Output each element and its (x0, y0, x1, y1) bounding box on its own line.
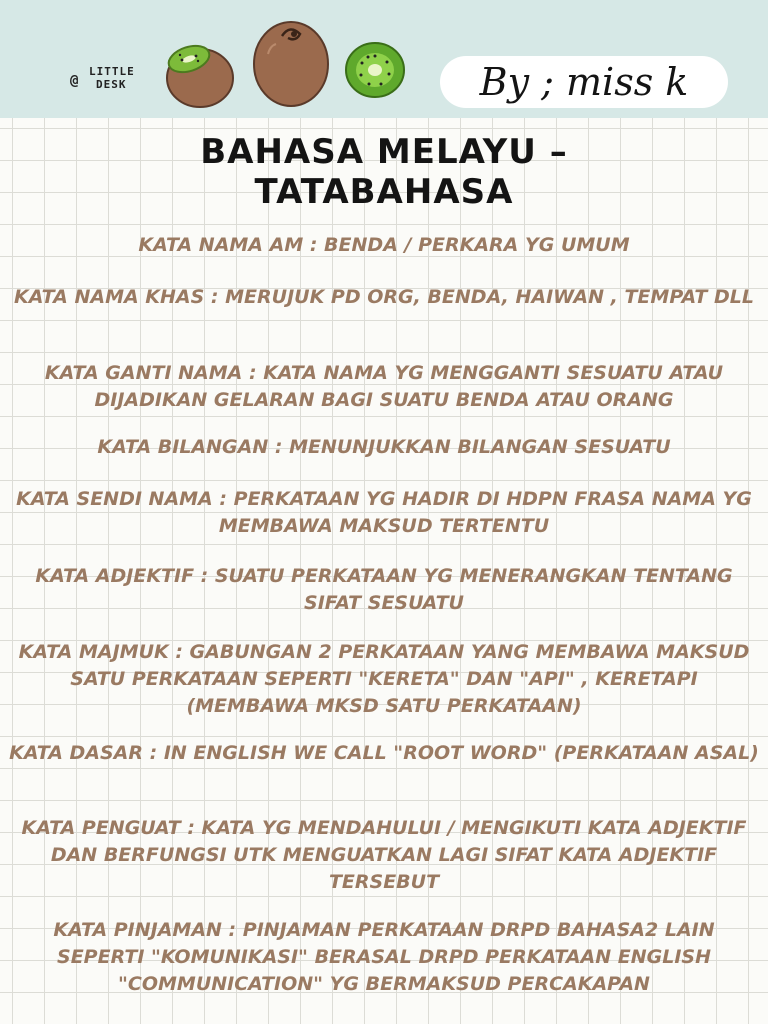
definition-item: KATA NAMA AM : BENDA / PERKARA YG UMUM (138, 234, 630, 256)
definition-item: KATA NAMA KHAS : MERUJUK PD ORG, BENDA, HAIWAN , TEMPAT DLL (14, 286, 754, 308)
definition-item: KATA PENGUAT : KATA YG MENDAHULUI / MENGIKUTI KATA ADJEKTIF DAN BERFUNGSI UTK MENGUATKAN LAGI SIFAT KATA ADJEKTIF TERSEBUT (21, 817, 747, 893)
brand-line-2: DESK (96, 78, 127, 91)
definition-item: KATA BILANGAN : MENUNJUKKAN BILANGAN SESUATU (97, 436, 671, 458)
title-line-2: TATABAHASA (254, 172, 514, 212)
definition-item: KATA MAJMUK : GABUNGAN 2 PERKATAAN YANG MEMBAWA MAKSUD SATU PERKATAAN SEPERTI "KERETA" DAN "API" , KERETAPI (MEMBAWA MKSD SATU PERKATAAN) (18, 641, 750, 717)
title-line-1: BAHASA MELAYU – (200, 132, 568, 172)
definition-item: KATA DASAR : IN ENGLISH WE CALL "ROOT WORD" (PERKATAAN ASAL) (9, 742, 759, 764)
definition-item: KATA SENDI NAMA : PERKATAAN YG HADIR DI HDPN FRASA NAMA YG MEMBAWA MAKSUD TERTENTU (16, 488, 752, 537)
brand-at: @ (70, 73, 79, 89)
definition-item: KATA PINJAMAN : PINJAMAN PERKATAAN DRPD BAHASA2 LAIN SEPERTI "KOMUNIKASI" BERASAL DRPD PERKATAAN ENGLISH "COMMUNICATION" YG BERMAKSUD PERCAKAPAN (53, 919, 715, 995)
definition-item: KATA ADJEKTIF : SUATU PERKATAAN YG MENERANGKAN TENTANG SIFAT SESUATU (35, 565, 733, 614)
brand-line-1: LITTLE (89, 65, 135, 78)
definition-item: KATA GANTI NAMA : KATA NAMA YG MENGGANTI SESUATU ATAU DIJADIKAN GELARAN BAGI SUATU BENDA ATAU ORANG (44, 362, 724, 411)
author-byline: By ; miss k (479, 60, 689, 104)
